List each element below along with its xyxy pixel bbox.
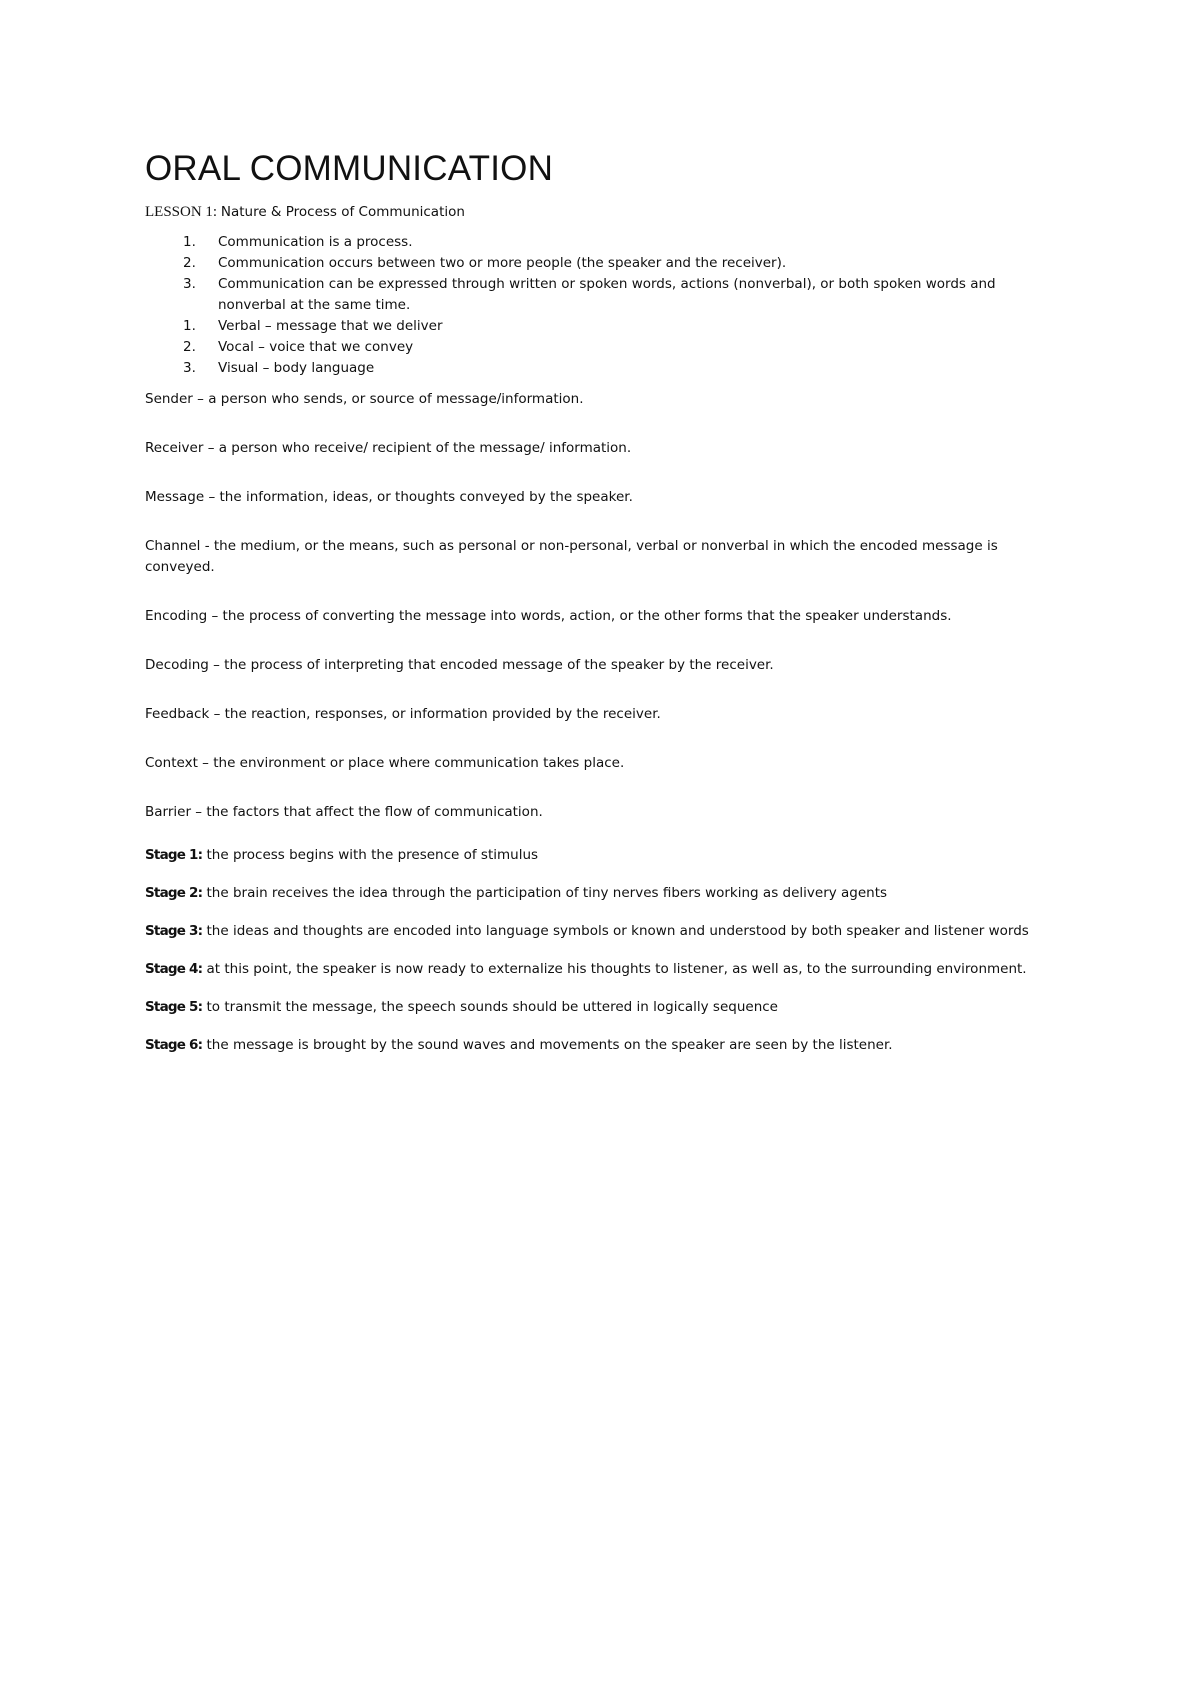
stage-label: Stage 5: [145, 999, 203, 1015]
list-number: 1. [183, 234, 196, 250]
stage-text: the brain receives the idea through the participation of tiny nerves fibers working as delivery agents [206, 885, 888, 901]
stage-text: to transmit the message, the speech sounds should be uttered in logically sequence [206, 999, 778, 1015]
list-number: 3. [183, 360, 196, 376]
stages-section [145, 845, 1065, 1056]
page-title: ORAL COMMUNICATION [145, 149, 554, 188]
stage-label: Stage 4: [145, 961, 203, 977]
stage-label: Stage 3: [145, 923, 203, 939]
stage-3 [145, 921, 1065, 942]
definition-barrier: Barrier – the factors that affect the flow of communication. [145, 804, 543, 820]
list-item [145, 274, 1065, 316]
definition-decoding: Decoding – the process of interpreting that encoded message of the speaker by the receiver. [145, 657, 774, 673]
list-text: Communication is a process. [218, 234, 413, 250]
stage-1 [145, 845, 1065, 866]
list-item [145, 253, 1065, 274]
definition-message: Message – the information, ideas, or thoughts conveyed by the speaker. [145, 489, 633, 505]
list-number: 2. [183, 339, 196, 355]
list-item [145, 316, 1065, 337]
stage-text: at this point, the speaker is now ready to externalize his thoughts to listener, as well as, to the surrounding environment. [206, 961, 1027, 977]
list-text: Vocal – voice that we convey [218, 339, 414, 355]
definitions-section [145, 389, 1065, 823]
list-number: 2. [183, 255, 196, 271]
list-item [145, 358, 1065, 379]
list-item [145, 337, 1065, 358]
document-content [145, 148, 1065, 1073]
definition-channel: Channel - the medium, or the means, such as personal or non-personal, verbal or nonverbal in which the encoded message is conveyed. [145, 538, 998, 575]
lesson-number: LESSON 1: [145, 204, 218, 220]
definition-sender: Sender – a person who sends, or source of message/information. [145, 391, 584, 407]
stage-label: Stage 1: [145, 847, 203, 863]
definition-feedback: Feedback – the reaction, responses, or information provided by the receiver. [145, 706, 661, 722]
lesson-heading [145, 202, 1065, 222]
stage-text: the message is brought by the sound waves and movements on the speaker are seen by the listener. [206, 1037, 893, 1053]
stage-5 [145, 997, 1065, 1018]
lesson-subtitle: Nature & Process of Communication [220, 204, 465, 220]
list-number: 3. [183, 276, 196, 292]
stage-label: Stage 2: [145, 885, 203, 901]
list-text: Communication can be expressed through written or spoken words, actions (nonverbal), or both spoken words and nonverbal at the same time. [218, 276, 996, 313]
stage-text: the ideas and thoughts are encoded into language symbols or known and understood by both speaker and listener words [206, 923, 1029, 939]
stage-2 [145, 883, 1065, 904]
list-text: Verbal – message that we deliver [218, 318, 443, 334]
stage-6 [145, 1035, 1065, 1056]
stage-label: Stage 6: [145, 1037, 203, 1053]
stage-4 [145, 959, 1065, 980]
communication-facts-list [145, 232, 1065, 379]
list-number: 1. [183, 318, 196, 334]
definition-encoding: Encoding – the process of converting the message into words, action, or the other forms that the speaker understands. [145, 608, 952, 624]
list-item [145, 232, 1065, 253]
definition-receiver: Receiver – a person who receive/ recipient of the message/ information. [145, 440, 632, 456]
list-text: Communication occurs between two or more people (the speaker and the receiver). [218, 255, 787, 271]
definition-context: Context – the environment or place where communication takes place. [145, 755, 625, 771]
stage-text: the process begins with the presence of stimulus [206, 847, 539, 863]
list-text: Visual – body language [218, 360, 375, 376]
